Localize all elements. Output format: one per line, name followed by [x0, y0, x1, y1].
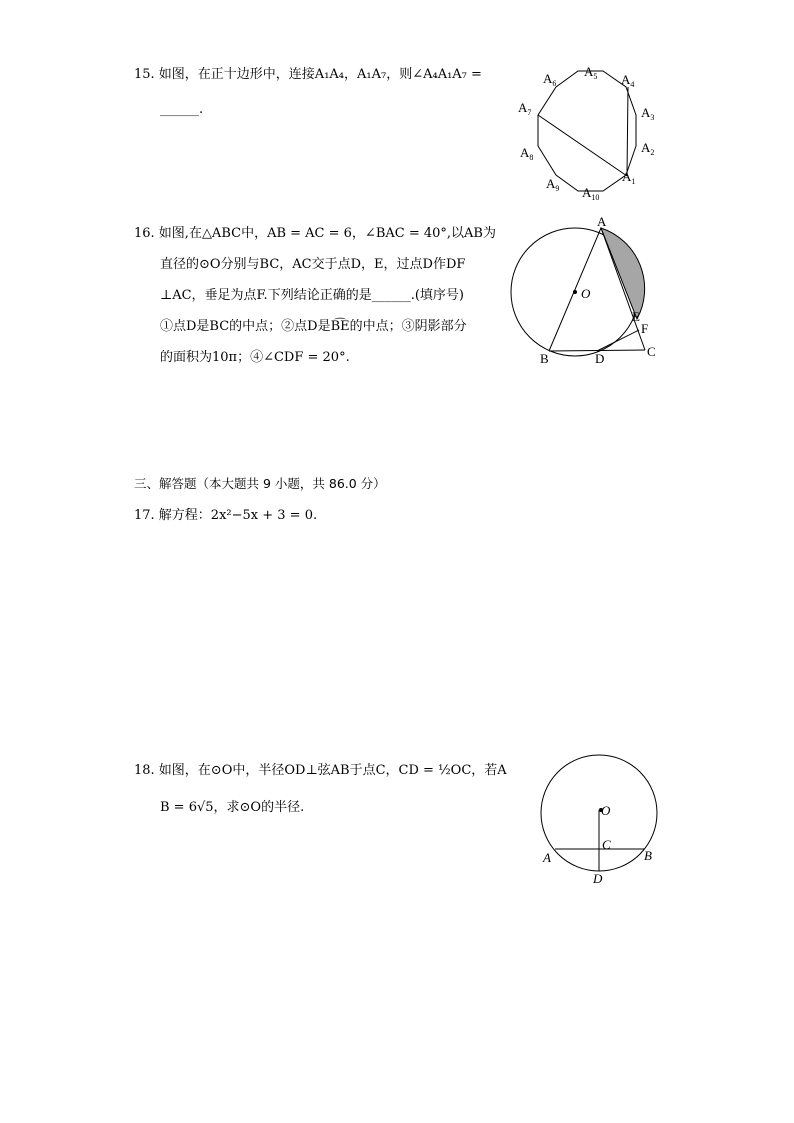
label-a6: $A_6$ — [543, 71, 557, 88]
q16-line-4: ①点D是BC的中点；②点D是B͡E的中点；③阴影部分 — [160, 319, 467, 334]
label-o: O — [581, 286, 591, 301]
label-b: B — [540, 351, 549, 366]
section-3-header: 三、解答题（本大题共 9 小题，共 86.0 分） — [134, 476, 386, 491]
segment-a1a4-visible — [627, 87, 628, 176]
label-a1: $A_1$ — [622, 169, 636, 186]
label-a8: $A_8$ — [520, 145, 534, 162]
label-a: A — [597, 214, 607, 229]
q16-circle-triangle-figure — [505, 215, 670, 375]
label-a3: $A_3$ — [641, 105, 655, 122]
label-c: C — [602, 837, 611, 852]
shaded-region — [601, 228, 645, 319]
label-a2: $A_2$ — [641, 140, 655, 157]
q16-line-1: 16. 如图,在△ABC中，AB = AC = 6，∠BAC = 40°,以AB为 — [134, 226, 496, 241]
segment-df — [597, 330, 639, 351]
q16-line-3: ⊥AC，垂足为点F.下列结论正确的是______.(填序号) — [160, 288, 464, 303]
label-a4: $A_4$ — [621, 72, 635, 89]
q18-line-2: B = 6√5，求⊙O的半径. — [160, 800, 305, 815]
center-point — [573, 290, 577, 294]
segment-ab — [549, 228, 601, 351]
q17-line-1: 17. 解方程：2x²−5x + 3 = 0. — [134, 508, 318, 523]
q16-line-5: 的面积为10π；④∠CDF = 20°. — [160, 350, 350, 365]
q15-decagon-figure — [510, 60, 670, 205]
label-b: B — [644, 848, 652, 863]
label-a5: $A_5$ — [584, 64, 598, 81]
label-a7: $A_7$ — [518, 100, 532, 117]
label-c: C — [647, 344, 656, 359]
label-a10: $A_{10}$ — [582, 185, 600, 202]
q16-line-2: 直径的⊙O分别与BC，AC交于点D，E，过点D作DF — [160, 257, 466, 272]
label-a9: $A_9$ — [546, 176, 560, 193]
q15-answer-blank: ______. — [160, 102, 204, 117]
label-d: D — [593, 871, 603, 886]
label-a: A — [543, 850, 551, 865]
q15-line-1: 15. 如图，在正十边形中，连接A₁A₄，A₁A₇，则∠A₄A₁A₇ = — [134, 67, 482, 82]
label-d: D — [595, 351, 605, 366]
label-o: O — [601, 803, 611, 818]
q18-circle-figure — [535, 752, 665, 892]
label-e: E — [632, 309, 640, 324]
label-f: F — [641, 321, 649, 336]
q18-line-1: 18. 如图，在⊙O中，半径OD⊥弦AB于点C，CD = ½OC，若A — [134, 763, 507, 778]
